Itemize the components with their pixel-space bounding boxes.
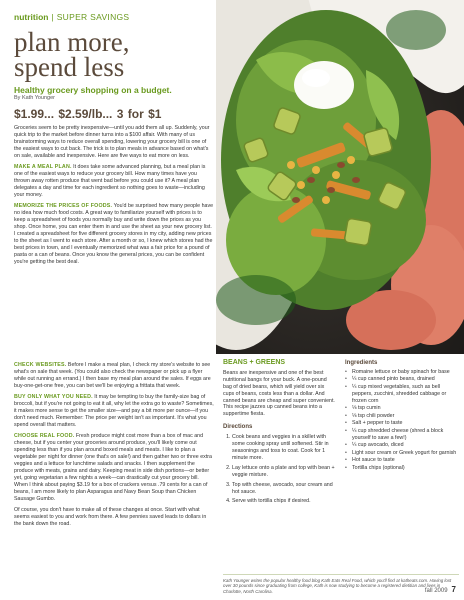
recipe-intro-column (223, 360, 336, 508)
author-divider (223, 574, 459, 575)
article-subtitle: Healthy grocery shopping on a budget. (14, 85, 172, 95)
section-divider: | (51, 12, 54, 22)
title-line-1: plan more, (14, 27, 130, 57)
author-note: Kath Younger writes the popular healthy food blog Kath Eats Real Food, which you'll find at katheats.com. Having lost over 30 pounds since graduating from college, Kath is now studying to become a registered dietitian and lives in Charlotte, North Carolina. (223, 578, 452, 594)
intro-paragraph: Groceries seem to be pretty inexpensive—until you add them all up. Suddenly, your quick trip to the market before dinner turns into a $100 affair. With many of us brainstorming ways to reduce overall spending, lowering your grocery bill is one of the easiest ways to cut back. The trick is to plan meals in advance based on what's on sale, available and inexpensive. Here are five ways to eat more on less. (14, 125, 210, 159)
ingredient-item: • ⅛ tsp chili powder (345, 413, 457, 420)
title-line-2: spend less (14, 52, 125, 82)
tip-text: Before I make a meal plan, I check my store's website to see what's on sale that week. (You could also check the newspaper or pick up a flyer while out running an errand.) I then base my meal plan around the sales. If eggs are buy-one-get-one free, you can bet we'll be enjoying a frittata that week. (14, 362, 211, 389)
ingredient-item: • Romaine lettuce or baby spinach for base (345, 369, 457, 376)
tip-lead: CHOOSE REAL FOOD. (14, 433, 75, 440)
tip-lead: BUY ONLY WHAT YOU NEED. (14, 394, 93, 401)
direction-step: 2. Lay lettuce onto a plate and top with bean + veggie mixture. (232, 465, 336, 479)
ingredient-item: • ¼ cup canned pinto beans, drained (345, 376, 457, 383)
salad-illustration (216, 0, 464, 354)
direction-step: 4. Serve with tortilla chips if desired. (232, 498, 336, 505)
page-folio (425, 585, 456, 594)
ingredient-item: • Tortilla chips (optional) (345, 465, 457, 472)
ingredient-item: • Salt + pepper to taste (345, 420, 457, 427)
directions-heading: Directions (223, 424, 253, 431)
section-subname: SUPER SAVINGS (56, 12, 130, 22)
ingredient-item: • ¼ cup avocado, diced (345, 442, 457, 449)
section-tag (14, 12, 129, 22)
article-title (14, 27, 204, 82)
section-name: nutrition (14, 12, 49, 22)
recipe-heading: BEANS + GREENS (223, 359, 286, 366)
price-banner: $1.99... $2.59/lb... 3 for $1 (14, 107, 162, 121)
tip-paragraph (14, 164, 214, 199)
ingredients-column (345, 360, 457, 472)
direction-step: 3. Top with cheese, avocado, sour cream and hot sauce. (232, 482, 336, 496)
tip-lead: MAKE A MEAL PLAN. (14, 164, 72, 171)
tip-paragraph (14, 203, 214, 265)
direction-step: 1. Cook beans and veggies in a skillet with some cooking spray until softened. Stir in seasonings and toss to coat. Cook for 1 minute more. (232, 434, 336, 462)
food-photo (216, 0, 464, 354)
ingredient-item: • ¼ cup mixed vegetables, such as bell peppers, zucchini, shredded cabbage or frozen corn (345, 384, 457, 405)
tip-text: You'd be surprised how many people have no idea how much food costs. A great way to familiarize yourself with prices is to keep a spreadsheet of foods you normally buy and write down the prices as you shop. Once home, you can enter them in and use the sheet as your new grocery list. I created a spreadsheet for five different grocery stores in my city, adding new prices to the sheet as I went to each store. After a month or so, I knew which stores had the best prices in town, and I eventually memorized what was a fair price for a pound of pasta or a can of beans. Once you know the general prices, you can be confident you're getting the best deal. (14, 203, 214, 265)
directions-list (223, 434, 336, 505)
tip-lead: MEMORIZE THE PRICES OF FOODS. (14, 203, 113, 210)
recipe-intro: Beans are inexpensive and one of the best nutritional bangs for your buck. A one-pound bag of dried beans, which will yield over six cups of beans, costs less than a dollar. And canned beans are cheap and super convenient. This recipe jazzes up canned beans into a suppertime fiesta. (223, 369, 335, 418)
tip-text: Fresh produce might cost more than a box of mac and cheese, but if you center your groceries around produce, you'll likely come out spending less than if you plan around boxed meals and meats. I like to plan a vegetable per night for dinner (one that's on sale!) and then gather two or three extra veggies and a lettuce for lunchtime salads and snacks. I then supplement the produce with meats, grains and dairy. Keeping meat in side dish portions—or better yet, going vegetarian a few nights a week—can drastically cut your grocery bill. When I think about paying $3.19 for a box of crackers versus .79 cents for a can of beans, I am more likely to plan Asparagus and Navy Bean Soup than Chicken Sausage Gumbo. (14, 433, 213, 502)
ingredient-item: • Light sour cream or Greek yogurt for garnish (345, 450, 457, 457)
tip-paragraph (14, 362, 214, 390)
ingredient-item: • ¼ cup shredded cheese (shred a block yourself to save a few!) (345, 428, 457, 442)
ingredients-heading: Ingredients (345, 360, 378, 366)
tip-text: It may be tempting to buy the family-size bag of broccoli, but if you're not going to eat it all, why let the extra go to waste? Sometimes, it makes more sense to get the smaller size—and pay a bit more per ounce—if you don't need much. Remember: The price per weight isn't as important. It's what you spend overall that matters. (14, 394, 214, 428)
tip-text: It does take some advanced planning, but a meal plan is one of the easiest ways to reduce your grocery bill. How many times have you thrown away rotten produce that went bad before you could use it? A meal plan delegates a day and time for each ingredient so nothing goes to waste—including your money. (14, 164, 206, 198)
tip-lead: CHECK WEBSITES. (14, 362, 67, 368)
ingredient-item: • ⅛ tsp cumin (345, 405, 457, 412)
article-body (14, 125, 214, 270)
article-body-lower (14, 362, 214, 532)
page-number: 7 (451, 585, 456, 594)
ingredients-list (345, 369, 457, 472)
byline: By Kath Younger (14, 95, 55, 101)
tip-paragraph (14, 394, 214, 429)
issue-label: fall 2009 (424, 588, 448, 594)
tip-paragraph (14, 433, 214, 502)
ingredient-item: • Hot sauce to taste (345, 457, 457, 464)
closing-paragraph: Of course, you don't have to make all of these changes at once. Start with what seems easiest to you and work from there. A few pennies saved leads to dollars in the bank down the road. (14, 507, 207, 527)
